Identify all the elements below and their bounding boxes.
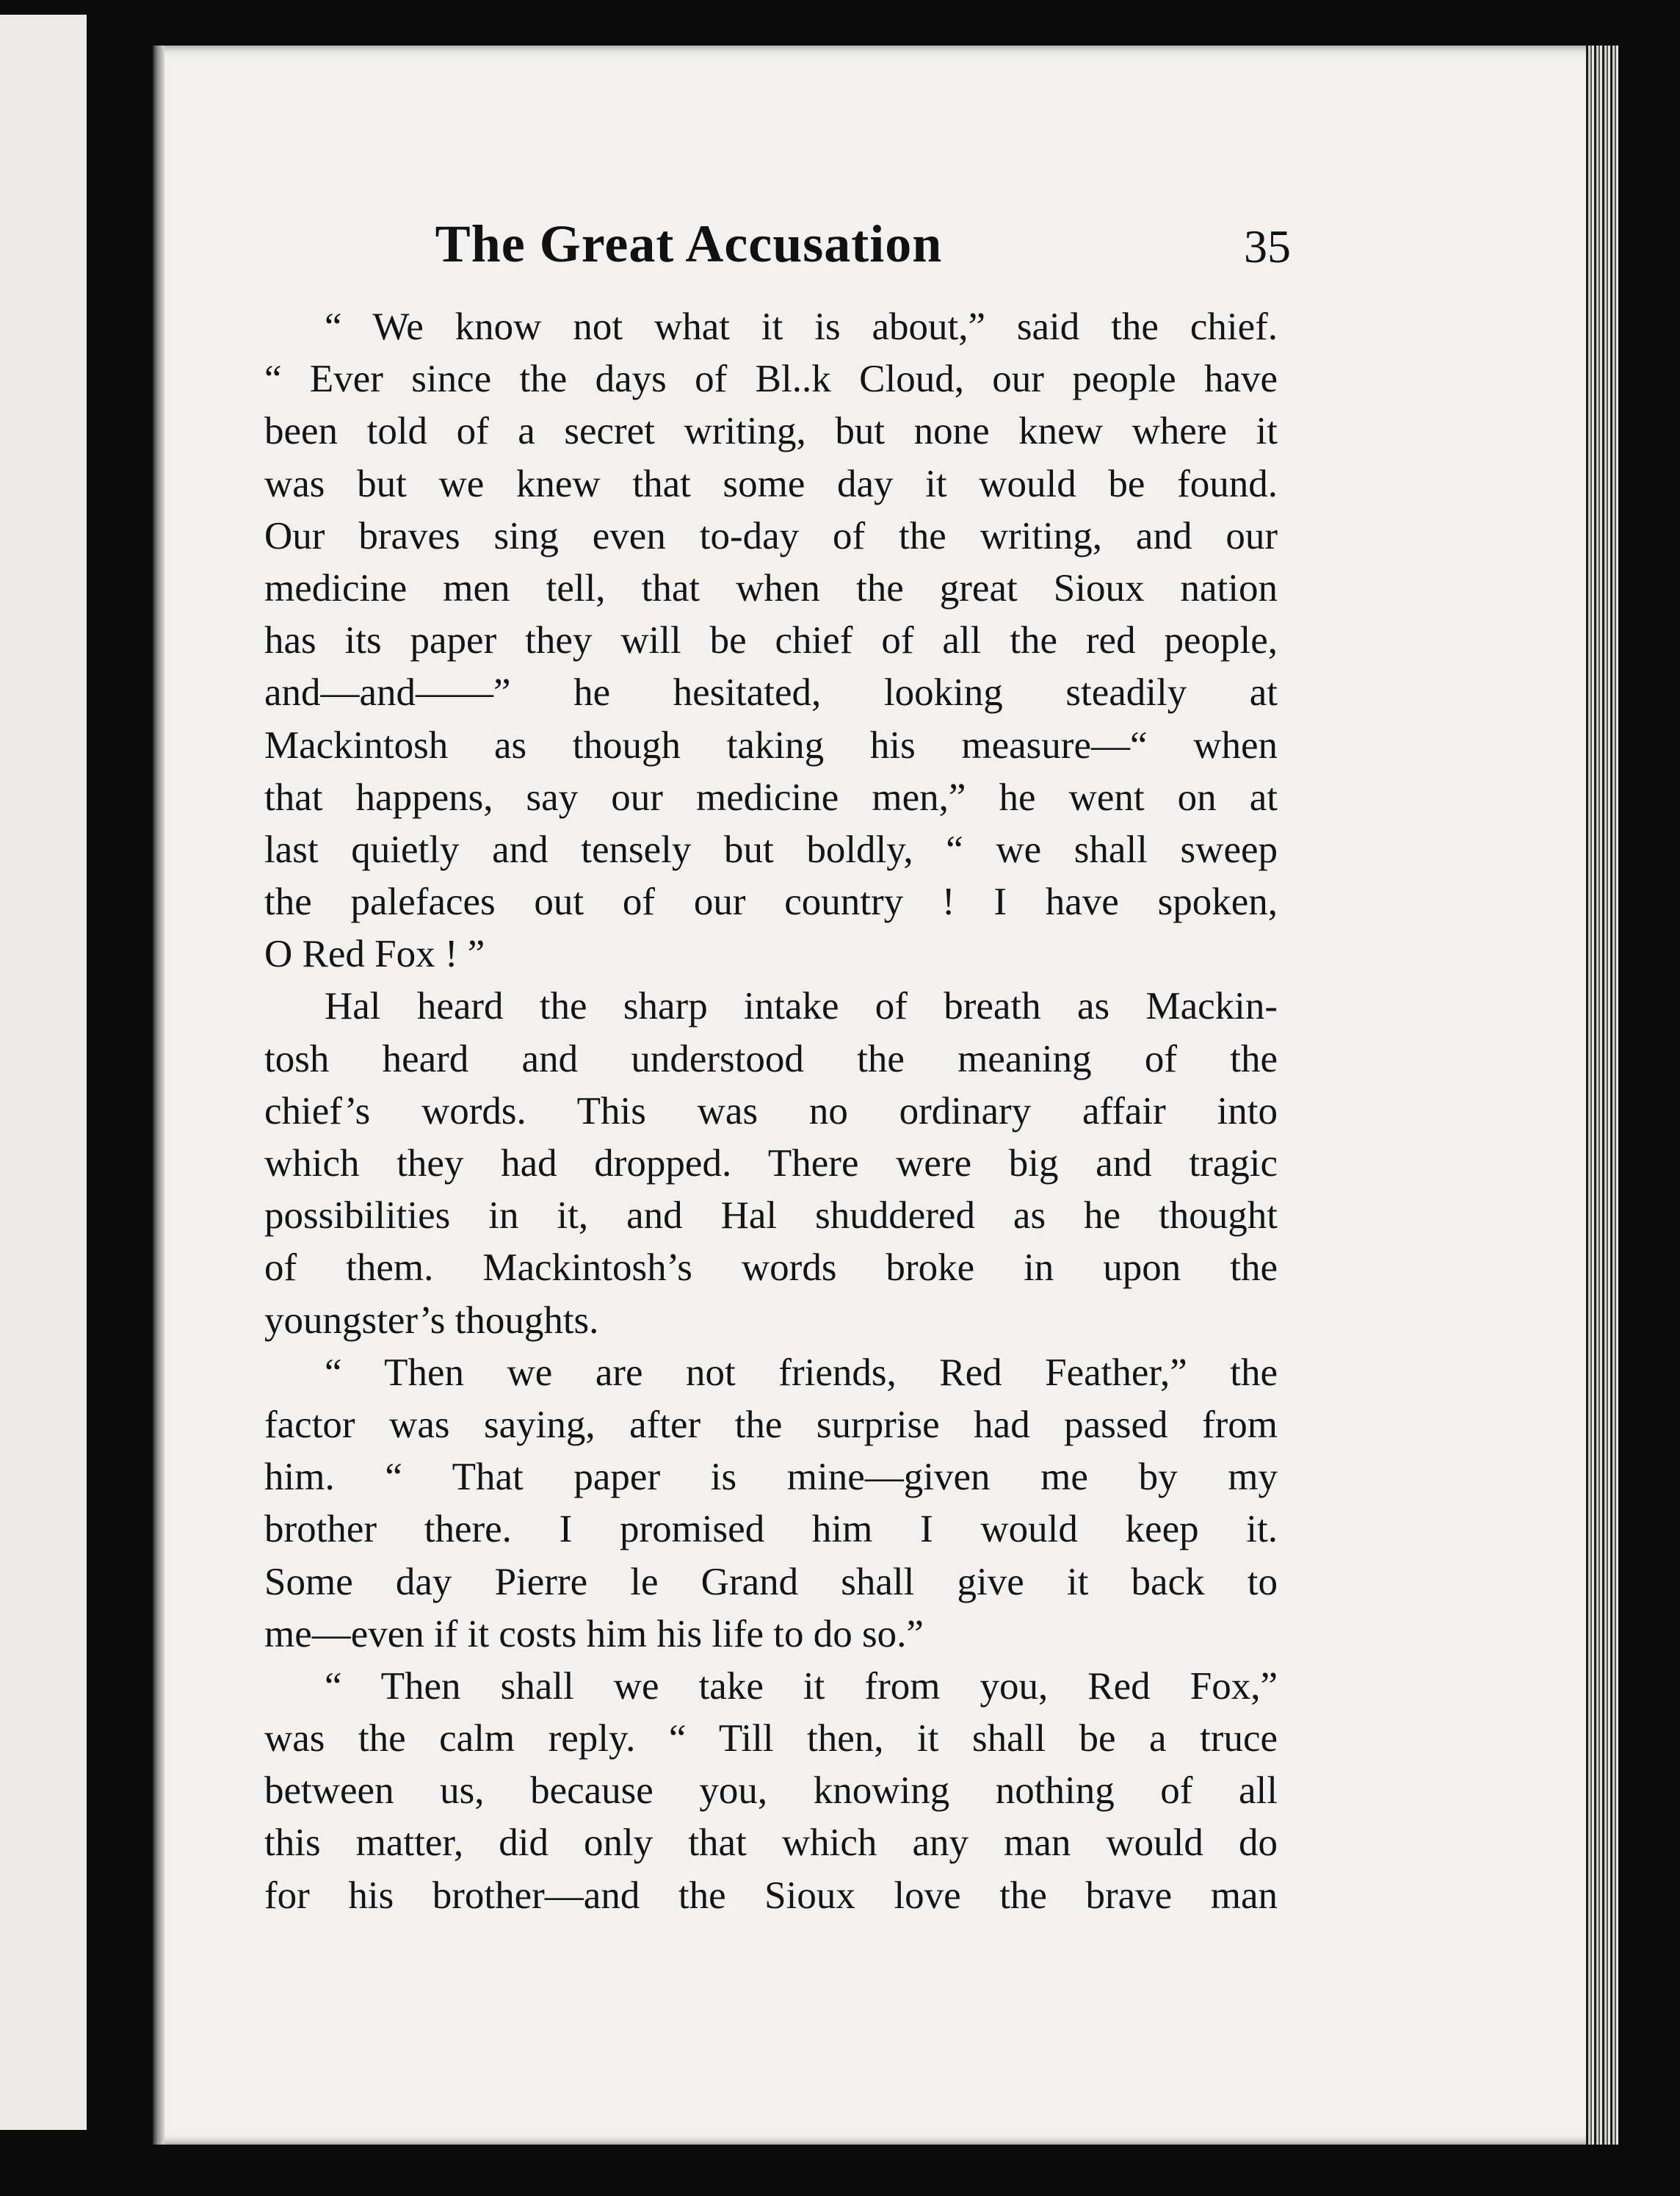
text-line: that happens, say our medicine men,” he went on at — [264, 776, 1278, 819]
page-gutter — [153, 46, 164, 2145]
text-line: factor was saying, after the surprise had passed from — [264, 1403, 1278, 1446]
text-line: has its paper they will be chief of all the red people, — [264, 619, 1278, 662]
text-line: Some day Pierre le Grand shall give it back to — [264, 1560, 1278, 1603]
text-line: Hal heard the sharp intake of breath as Mackin- — [325, 985, 1278, 1028]
text-line: “ Then shall we take it from you, Red Fox,” — [325, 1664, 1278, 1708]
text-line: chief’s words. This was no ordinary affair into — [264, 1089, 1278, 1133]
text-line: him. “ That paper is mine—given me by my — [264, 1456, 1278, 1499]
text-line: tosh heard and understood the meaning of the — [264, 1037, 1278, 1080]
text-line: possibilities in it, and Hal shuddered as he thought — [264, 1194, 1278, 1238]
text-line: of them. Mackintosh’s words broke in upon the — [264, 1246, 1278, 1290]
text-line: the palefaces out of our country ! I have spoken, — [264, 881, 1278, 924]
text-line: between us, because you, knowing nothing of all — [264, 1769, 1278, 1813]
text-line: “ We know not what it is about,” said the chief. — [325, 306, 1278, 348]
text-line: medicine men tell, that when the great Sioux nation — [264, 566, 1278, 610]
text-line: youngster’s thoughts. — [264, 1299, 599, 1342]
running-header — [322, 213, 1291, 275]
text-line: this matter, did only that which any man would do — [264, 1821, 1278, 1865]
text-line: and—and——” he hesitated, looking steadily at — [264, 671, 1278, 715]
text-line: “ Ever since the days of Bl..k Cloud, our people have — [264, 358, 1278, 401]
previous-page-edge — [0, 15, 87, 2130]
page-fore-edge — [1586, 46, 1618, 2145]
text-line: “ Then we are not friends, Red Feather,” the — [325, 1351, 1278, 1394]
text-line: brother there. I promised him I would keep it. — [264, 1508, 1278, 1551]
text-line: was but we knew that some day it would be found. — [264, 462, 1278, 505]
text-line: Our braves sing even to-day of the writing, and our — [264, 514, 1278, 557]
text-line: Mackintosh as though taking his measure—“ when — [264, 723, 1278, 767]
text-line: me—even if it costs him his life to do so.” — [264, 1612, 924, 1655]
text-line: been told of a secret writing, but none knew where it — [264, 410, 1278, 453]
body-text — [264, 301, 1278, 1922]
page-number: 35 — [1244, 220, 1291, 272]
text-line: last quietly and tensely but boldly, “ we shall sweep — [264, 828, 1278, 871]
text-line: O Red Fox ! ” — [264, 933, 485, 976]
text-line: for his brother—and the Sioux love the brave man — [264, 1874, 1278, 1917]
text-line: was the calm reply. “ Till then, it shall be a truce — [264, 1717, 1278, 1760]
text-line: which they had dropped. There were big and tragic — [264, 1142, 1278, 1185]
running-title: The Great Accusation — [435, 214, 943, 273]
